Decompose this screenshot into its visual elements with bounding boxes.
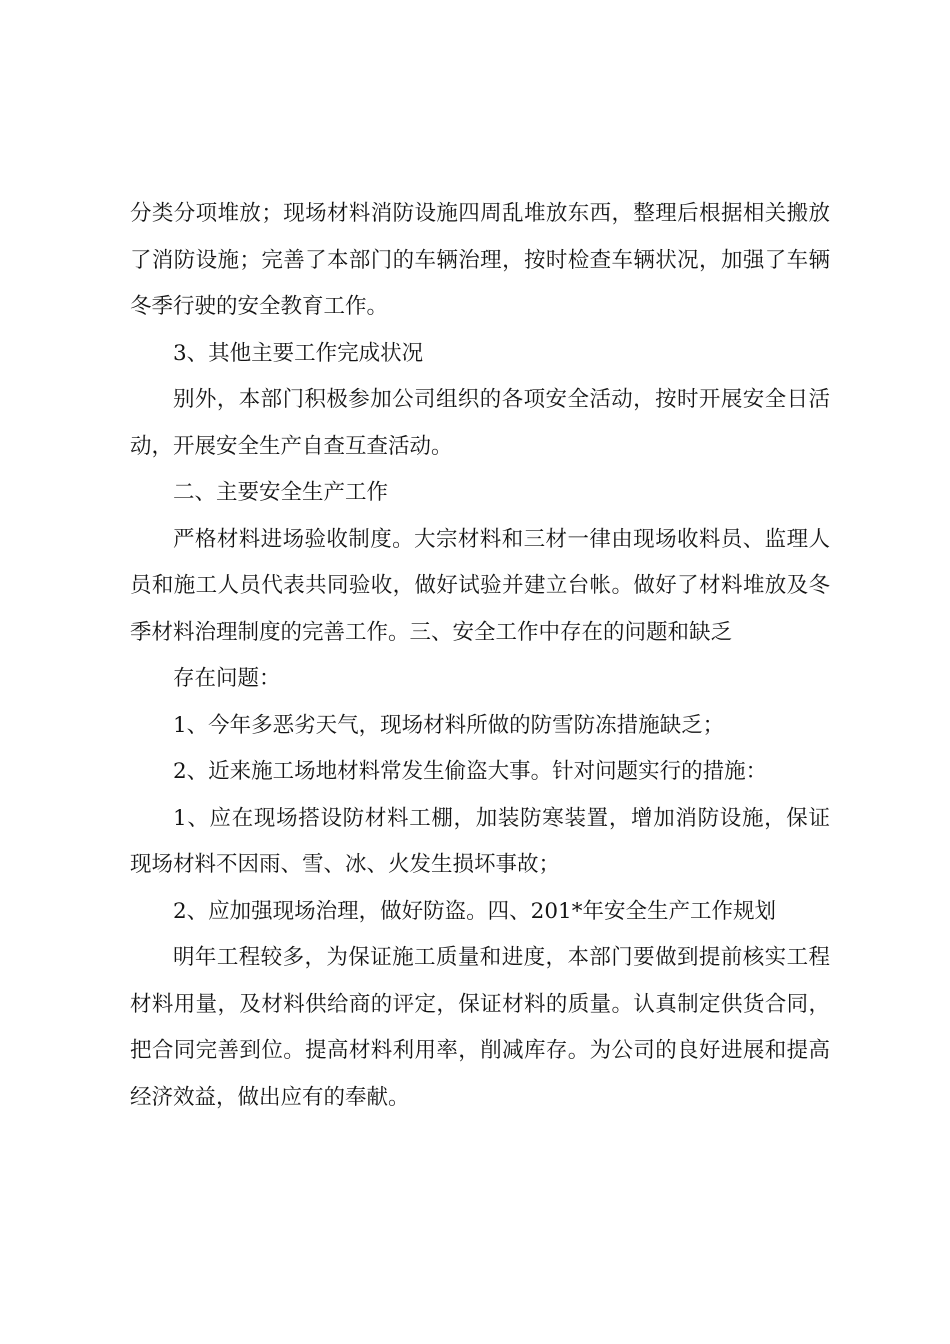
paragraph-9: 1、应在现场搭设防材料工棚，加装防寒装置，增加消防设施，保证现场材料不因雨、雪、冰、火发生损坏事故； <box>130 805 830 877</box>
paragraph-4-heading: 二、主要安全生产工作 <box>173 480 389 505</box>
paragraph-11: 明年工程较多，为保证施工质量和进度，本部门要做到提前核实工程材料用量，及材料供给商的评定，保证材料的质量。认真制定供货合同，把合同完善到位。提高材料利用率，削减库存。为公司的良好进展和提高经济效益，做出应有的奉献。 <box>130 945 830 1110</box>
paragraph-8: 2、近来施工场地材料常发生偷盗大事。针对问题实行的措施： <box>173 759 768 784</box>
paragraph-6: 存在问题： <box>173 666 281 691</box>
paragraph-10: 2、应加强现场治理，做好防盗。四、201*年安全生产工作规划 <box>173 898 776 924</box>
paragraph-1: 分类分项堆放；现场材料消防设施四周乱堆放东西，整理后根据相关搬放了消防设施；完善了本部门的车辆治理，按时检查车辆状况，加强了车辆冬季行驶的安全教育工作。 <box>130 201 830 319</box>
paragraph-2-heading: 3、其他主要工作完成状况 <box>173 340 424 366</box>
document-body <box>130 191 830 1121</box>
paragraph-3: 别外，本部门积极参加公司组织的各项安全活动，按时开展安全日活动，开展安全生产自查互查活动。 <box>130 387 830 459</box>
paragraph-7: 1、今年多恶劣天气，现场材料所做的防雪防冻措施缺乏； <box>173 712 725 738</box>
paragraph-5: 严格材料进场验收制度。大宗材料和三材一律由现场收料员、监理人员和施工人员代表共同验收，做好试验并建立台帐。做好了材料堆放及冬季材料治理制度的完善工作。三、安全工作中存在的问题和缺乏 <box>130 526 830 645</box>
